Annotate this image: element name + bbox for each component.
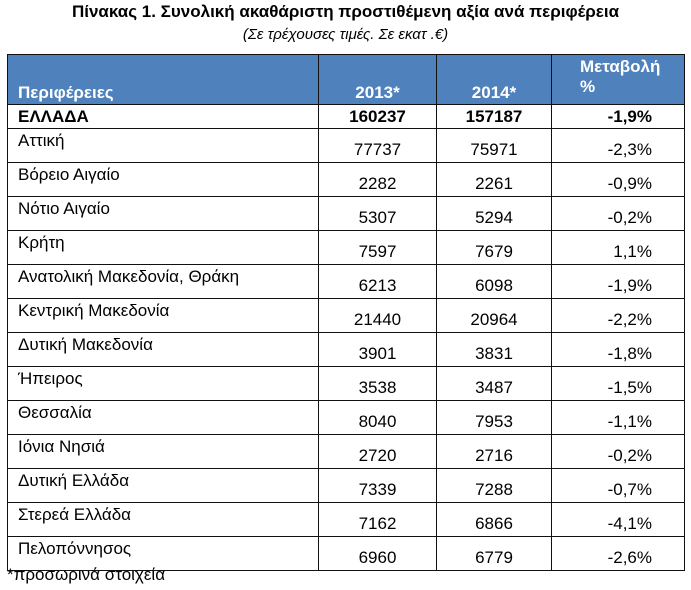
cell-region: Ήπειρος [8,367,319,401]
cell-2014: 20964 [437,299,552,333]
cell-region: Στερεά Ελλάδα [8,503,319,537]
table-row [8,299,685,333]
table-row-total [8,105,685,129]
cell-2013: 3901 [319,333,437,367]
cell-change: -2,6% [552,537,685,571]
cell-change: -1,8% [552,333,685,367]
cell-change: -0,9% [552,163,685,197]
table-row [8,163,685,197]
table-row [8,231,685,265]
cell-change: -1,1% [552,401,685,435]
footnote: *προσωρινά στοιχεία [7,565,166,584]
cell-region: Ιόνια Νησιά [8,435,319,469]
cell-2013: 7339 [319,469,437,503]
cell-2014: 6779 [437,537,552,571]
table-subtitle: (Σε τρέχουσες τιμές. Σε εκατ .€) [242,26,449,43]
table-header-row [8,55,685,105]
cell-region: Δυτική Μακεδονία [8,333,319,367]
header-change-line1: Μεταβολή [580,57,661,76]
table-row [8,435,685,469]
cell-change: 1,1% [552,231,685,265]
cell-2014: 7953 [437,401,552,435]
cell-region: ΕΛΛΑΔΑ [8,105,319,129]
cell-change: -1,5% [552,367,685,401]
cell-2014: 6866 [437,503,552,537]
cell-2014: 75971 [437,129,552,163]
cell-change: -2,2% [552,299,685,333]
cell-region: Δυτική Ελλάδα [8,469,319,503]
cell-change: -4,1% [552,503,685,537]
cell-2014: 6098 [437,265,552,299]
cell-region: Πελοπόννησος [8,537,319,571]
table-row [8,367,685,401]
cell-change: -1,9% [552,265,685,299]
table-title: Πίνακας 1. Συνολική ακαθάριστη προστιθέμενη αξία ανά περιφέρεια [71,2,620,21]
header-change [552,55,685,105]
cell-2014: 7288 [437,469,552,503]
table-row [8,265,685,299]
cell-region: Κρήτη [8,231,319,265]
cell-2014: 157187 [437,105,552,129]
table-row [8,197,685,231]
cell-region: Κεντρική Μακεδονία [8,299,319,333]
cell-2013: 2720 [319,435,437,469]
cell-region: Νότιο Αιγαίο [8,197,319,231]
cell-2013: 77737 [319,129,437,163]
cell-2013: 2282 [319,163,437,197]
cell-2013: 160237 [319,105,437,129]
cell-2013: 7162 [319,503,437,537]
header-2014: 2014* [437,55,552,105]
gva-table [7,54,685,571]
cell-region: Ανατολική Μακεδονία, Θράκη [8,265,319,299]
cell-2013: 5307 [319,197,437,231]
table-row [8,129,685,163]
table-row [8,333,685,367]
cell-2013: 6213 [319,265,437,299]
cell-change: -2,3% [552,129,685,163]
cell-2014: 3831 [437,333,552,367]
cell-change: -0,7% [552,469,685,503]
cell-2013: 21440 [319,299,437,333]
cell-region: Βόρειο Αιγαίο [8,163,319,197]
cell-2013: 3538 [319,367,437,401]
cell-change: -0,2% [552,197,685,231]
table-row [8,469,685,503]
cell-2013: 8040 [319,401,437,435]
cell-2014: 2716 [437,435,552,469]
cell-change: -0,2% [552,435,685,469]
header-change-line2: % [580,77,596,96]
table-row [8,503,685,537]
table-row [8,401,685,435]
cell-2014: 5294 [437,197,552,231]
cell-2014: 3487 [437,367,552,401]
cell-change: -1,9% [552,105,685,129]
header-region: Περιφέρειες [8,55,319,105]
cell-2014: 7679 [437,231,552,265]
cell-2014: 2261 [437,163,552,197]
cell-2013: 7597 [319,231,437,265]
cell-region: Θεσσαλία [8,401,319,435]
cell-2013: 6960 [319,537,437,571]
cell-region: Αττική [8,129,319,163]
header-2013: 2013* [319,55,437,105]
